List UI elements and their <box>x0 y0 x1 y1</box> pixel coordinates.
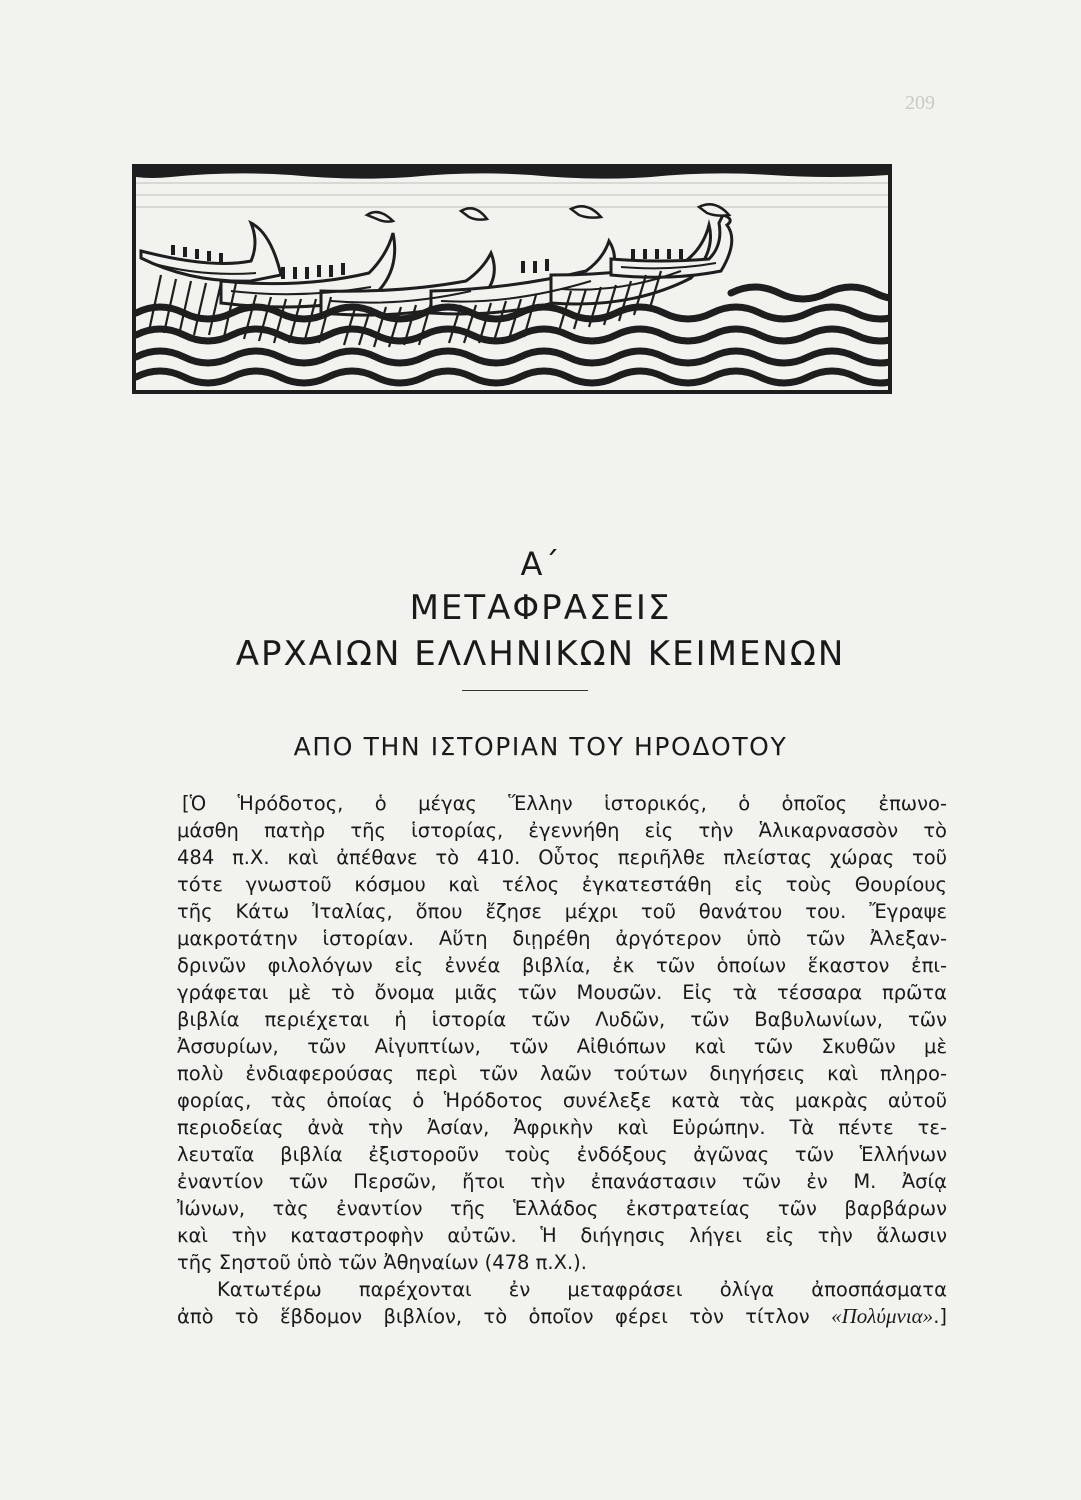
chapter-subtitle: ΑΠΟ ΤΗΝ ΙΣΤΟΡΙΑΝ ΤΟΥ ΗΡΟΔΟΤΟΥ <box>293 732 788 761</box>
text-line: δρινῶν φιλολόγων εἰς ἐννέα βιβλία, ἐκ τῶν ὁποίων ἕκαστον ἐπι- <box>177 954 947 977</box>
text-line: [Ὁ Ἡρόδοτος, ὁ μέγας Ἕλλην ἱστορικός, ὁ ὁποῖος ἐπωνο- <box>182 792 947 815</box>
text-line: γράφεται μὲ τὸ ὄνομα μιᾶς τῶν Μουσῶν. Εἰς τὰ τέσσαρα πρῶτα <box>177 981 947 1004</box>
title-divider <box>462 690 588 691</box>
text-line: Ἰώνων, τὰς ἐναντίον τῆς Ἑλλάδος ἐκστρατείας τῶν βαρβάρων <box>177 1197 947 1220</box>
text-line: καὶ τὴν καταστροφὴν αὐτῶν. Ἡ διήγησις λήγει εἰς τὴν ἅλωσιν <box>177 1224 947 1247</box>
text-line: 484 π.Χ. καὶ ἀπέθανε τὸ 410. Οὗτος περιῆλθε πλείστας χώρας τοῦ <box>177 846 947 869</box>
section-title-line-1: ΜΕΤΑΦΡΑΣΕΙΣ <box>409 588 672 628</box>
text-line: τῆς Κάτω Ἰταλίας, ὅπου ἔζησε μέχρι τοῦ θανάτου του. Ἔγραψε <box>177 900 947 923</box>
intro-paragraph <box>177 790 947 1330</box>
text-line: φορίας, τὰς ὁποίας ὁ Ἡρόδοτος συνέλεξε κατὰ τὰς μακρὰς αὐτοῦ <box>177 1089 947 1112</box>
text-line: ἐναντίον τῶν Περσῶν, ἤτοι τὴν ἐπανάστασιν τῶν ἐν Μ. Ἀσίᾳ <box>177 1170 947 1193</box>
text-line: βιβλία περιέχεται ἡ ἱστορία τῶν Λυδῶν, τῶν Βαβυλωνίων, τῶν <box>177 1008 947 1031</box>
closing-line-2-prefix: ἀπὸ τὸ ἕβδομον βιβλίον, τὸ ὁποῖον φέρει τὸν τίτλον <box>177 1305 832 1328</box>
text-line: μακροτάτην ἱστορίαν. Αὕτη διῃρέθη ἀργότερον ὑπὸ τῶν Ἀλεξαν- <box>177 927 947 950</box>
text-line: τῆς Σηστοῦ ὑπὸ τῶν Ἀθηναίων (478 π.Χ.). <box>177 1251 587 1274</box>
ships-illustration <box>131 163 893 395</box>
section-letter: Α΄ <box>520 545 561 583</box>
closing-line-2 <box>177 1303 947 1330</box>
text-line: μάσθη πατὴρ τῆς ἱστορίας, ἐγεννήθη εἰς τὴν Ἁλικαρνασσὸν τὸ <box>177 819 947 842</box>
text-line: περιοδείας ἀνὰ τὴν Ἀσίαν, Ἀφρικὴν καὶ Εὐρώπην. Τὰ πέντε τε- <box>177 1116 947 1139</box>
section-title-line-2: ΑΡΧΑΙΩΝ ΕΛΛΗΝΙΚΩΝ ΚΕΙΜΕΝΩΝ <box>235 634 846 674</box>
book-title: «Πολύμνια» <box>831 1304 934 1328</box>
closing-bracket: .] <box>933 1305 947 1328</box>
page-number: 209 <box>905 92 935 114</box>
text-line: τότε γνωστοῦ κόσμου καὶ τέλος ἐγκατεστάθη εἰς τοὺς Θουρίους <box>177 873 947 896</box>
text-line: λευταῖα βιβλία ἐξιστοροῦν τοὺς ἐνδόξους ἀγῶνας τῶν Ἑλλήνων <box>177 1143 947 1166</box>
text-line: πολὺ ἐνδιαφερούσας περὶ τῶν λαῶν τούτων διηγήσεις καὶ πληρο- <box>177 1062 947 1085</box>
text-line: Ἀσσυρίων, τῶν Αἰγυπτίων, τῶν Αἰθιόπων καὶ τῶν Σκυθῶν μὲ <box>177 1035 947 1058</box>
closing-line-1: Κατωτέρω παρέχονται ἐν μεταφράσει ὀλίγα ἀποσπάσματα <box>217 1278 947 1301</box>
